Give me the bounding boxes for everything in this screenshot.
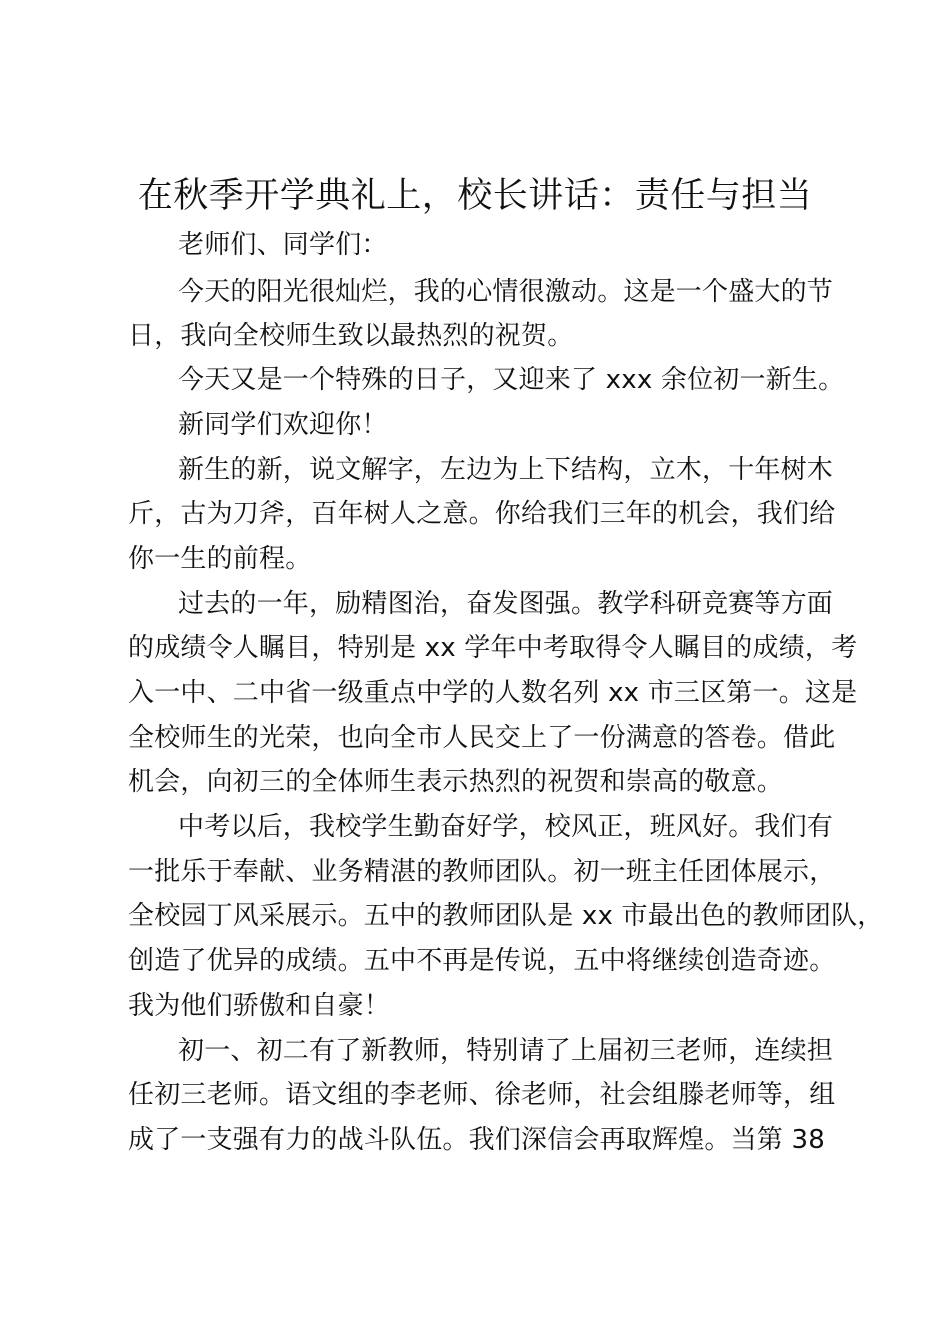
text-line: 新同学们欢迎你！ bbox=[178, 410, 388, 440]
text-line: 一批乐于奉献、业务精湛的教师团队。初一班主任团体展示， bbox=[128, 857, 836, 887]
text-line: 全校园丁风采展示。五中的教师团队是 xx 市最出色的教师团队， bbox=[128, 901, 884, 931]
text-line: 中考以后，我校学生勤奋好学，校风正，班风好。我们有 bbox=[178, 812, 834, 842]
text-line: 入一中、二中省一级重点中学的人数名列 xx 市三区第一。这是 bbox=[128, 678, 858, 708]
text-line: 全校师生的光荣，也向全市人民交上了一份满意的答卷。借此 bbox=[128, 723, 836, 753]
text-line: 今天又是一个特殊的日子，又迎来了 xxx 余位初一新生。 bbox=[178, 365, 845, 395]
text-line: 今天的阳光很灿烂，我的心情很激动。这是一个盛大的节 bbox=[178, 277, 834, 307]
document-title: 在秋季开学典礼上，校长讲话：责任与担当 bbox=[137, 176, 813, 216]
text-line: 新生的新，说文解字，左边为上下结构，立木，十年树木 bbox=[178, 455, 834, 485]
text-line: 你一生的前程。 bbox=[128, 544, 312, 574]
text-line: 的成绩令人瞩目，特别是 xx 学年中考取得令人瞩目的成绩，考 bbox=[128, 633, 858, 663]
text-line: 我为他们骄傲和自豪！ bbox=[128, 991, 391, 1021]
text-line: 日，我向全校师生致以最热烈的祝贺。 bbox=[128, 321, 574, 351]
text-line: 机会，向初三的全体师生表示热烈的祝贺和崇高的敬意。 bbox=[128, 767, 784, 797]
text-line: 创造了优异的成绩。五中不再是传说，五中将继续创造奇迹。 bbox=[128, 946, 836, 976]
text-line: 斤，古为刀斧，百年树人之意。你给我们三年的机会，我们给 bbox=[128, 499, 836, 529]
text-line: 任初三老师。语文组的李老师、徐老师，社会组滕老师等，组 bbox=[128, 1080, 836, 1110]
text-line: 过去的一年，励精图治，奋发图强。教学科研竞赛等方面 bbox=[178, 589, 834, 619]
text-line: 初一、初二有了新教师，特别请了上届初三老师，连续担 bbox=[178, 1036, 834, 1066]
text-line: 成了一支强有力的战斗队伍。我们深信会再取辉煌。当第 38 bbox=[128, 1125, 825, 1155]
text-line: 老师们、同学们： bbox=[178, 230, 388, 260]
